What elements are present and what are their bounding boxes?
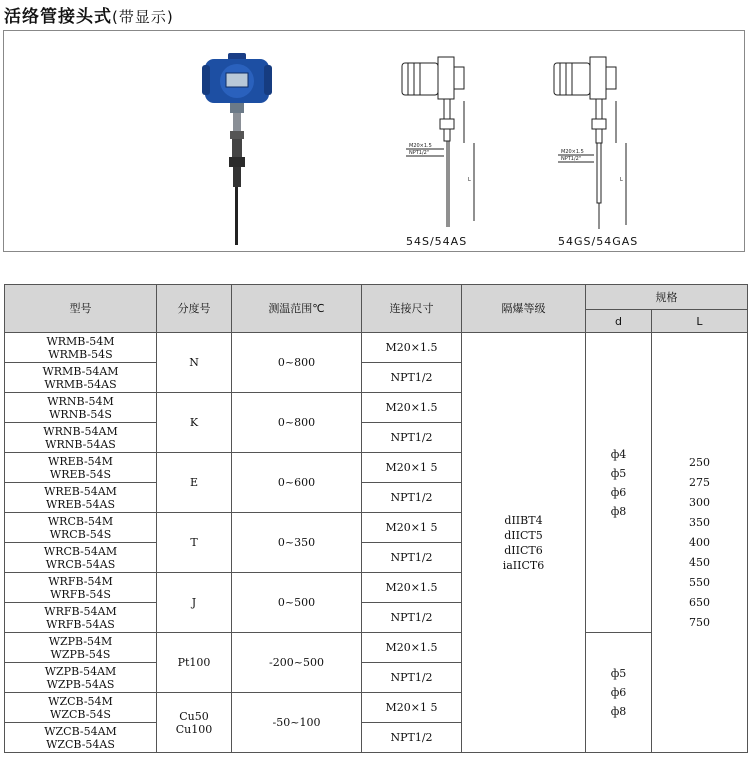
dim-npt-right: NPT1/2" <box>561 156 582 162</box>
model-cell <box>5 363 157 393</box>
model-code: WRNB-54AM <box>43 424 118 438</box>
dim-thread-right: M20×1.5 <box>561 149 584 155</box>
diameter-value: ф6 <box>610 485 627 499</box>
graduation-cell: K <box>157 393 232 453</box>
model-code: WRCB-54M <box>47 514 114 528</box>
model-code: WZCB-54S <box>50 707 111 721</box>
length-value: 650 <box>689 595 710 609</box>
length-value: 300 <box>689 495 710 509</box>
diameter-value: ф8 <box>610 504 627 518</box>
header-range: 测温范围℃ <box>232 285 362 333</box>
explosion-grade: dIIBT4 <box>504 513 543 527</box>
drawing-54s <box>402 57 474 227</box>
connection-cell: M20×1.5 <box>362 633 462 663</box>
model-code: WRMB-54AM <box>42 364 119 378</box>
length-value: 250 <box>689 455 710 469</box>
graduation-cell: T <box>157 513 232 573</box>
connection-cell: NPT1/2 <box>362 483 462 513</box>
page-title <box>4 2 174 27</box>
d-rtd-cell <box>586 633 652 753</box>
model-code: WRFB-54AM <box>44 604 117 618</box>
drawing-label-54gs: 54GS/54GAS <box>558 235 639 248</box>
dim-npt-left: NPT1/2" <box>409 150 430 156</box>
diameter-value: ф8 <box>610 705 627 718</box>
specification-table <box>4 284 748 753</box>
connection-cell: M20×1 5 <box>362 513 462 543</box>
length-value: 400 <box>689 535 710 549</box>
model-code: WREB-54M <box>48 454 113 468</box>
connection-cell: NPT1/2 <box>362 723 462 753</box>
model-code: WREB-54AM <box>44 484 117 498</box>
explosion-grade-cell <box>462 333 586 753</box>
header-d: d <box>586 310 652 333</box>
model-cell <box>5 573 157 603</box>
model-code: WRNB-54S <box>49 407 112 421</box>
length-value: 450 <box>689 555 710 569</box>
table-row <box>5 333 748 363</box>
diameter-value: ф5 <box>610 466 627 480</box>
header-connection: 连接尺寸 <box>362 285 462 333</box>
page-title-suffix: (带显示) <box>112 8 174 26</box>
model-code: WRCB-54AS <box>45 557 116 571</box>
model-cell <box>5 393 157 423</box>
model-cell <box>5 483 157 513</box>
dim-length-left: L <box>468 177 471 183</box>
model-cell <box>5 633 157 663</box>
range-cell: 0~800 <box>232 393 362 453</box>
model-cell <box>5 693 157 723</box>
connection-cell: M20×1 5 <box>362 453 462 483</box>
header-l: L <box>652 310 748 333</box>
drawing-54gs <box>554 57 626 229</box>
explosion-grade: dIICT5 <box>504 528 543 542</box>
model-code: WRNB-54M <box>47 394 114 408</box>
model-code: WZPB-54S <box>50 647 111 661</box>
model-code: WZCB-54M <box>48 694 113 708</box>
model-cell <box>5 603 157 633</box>
graduation-cell: J <box>157 573 232 633</box>
model-code: WRFB-54AS <box>46 617 115 631</box>
length-value: 350 <box>689 515 710 529</box>
model-code: WRMB-54S <box>48 347 113 361</box>
model-code: WRMB-54M <box>46 334 115 348</box>
model-code: WZCB-54AS <box>46 737 115 751</box>
connection-cell: NPT1/2 <box>362 543 462 573</box>
model-cell <box>5 423 157 453</box>
range-cell: -200~500 <box>232 633 362 693</box>
connection-cell: M20×1.5 <box>362 333 462 363</box>
model-code: WRFB-54S <box>50 587 111 601</box>
drawing-label-54s: 54S/54AS <box>406 235 468 248</box>
range-cell: 0~500 <box>232 573 362 633</box>
connection-cell: M20×1.5 <box>362 393 462 423</box>
product-photo <box>202 53 272 245</box>
diameter-value: ф6 <box>610 686 627 699</box>
length-value: 550 <box>689 575 710 589</box>
graduation-cell <box>157 693 232 753</box>
graduation-value: Cu50 <box>179 709 209 723</box>
connection-cell: NPT1/2 <box>362 603 462 633</box>
product-illustrations <box>4 31 744 251</box>
graduation-cell: Pt100 <box>157 633 232 693</box>
model-code: WRMB-54AS <box>44 377 117 391</box>
page-title-main: 活络管接头式 <box>4 7 112 27</box>
range-cell: 0~800 <box>232 333 362 393</box>
model-cell <box>5 723 157 753</box>
model-cell <box>5 663 157 693</box>
model-code: WRNB-54AS <box>45 437 116 451</box>
table-header <box>5 285 748 333</box>
connection-cell: NPT1/2 <box>362 423 462 453</box>
diameter-value: ф5 <box>610 667 627 680</box>
model-code: WZPB-54M <box>48 634 113 648</box>
model-code: WREB-54S <box>49 467 112 481</box>
range-cell: 0~350 <box>232 513 362 573</box>
connection-cell: NPT1/2 <box>362 663 462 693</box>
range-cell: 0~600 <box>232 453 362 513</box>
table-body <box>5 333 748 753</box>
model-code: WRFB-54M <box>48 574 113 588</box>
length-value: 275 <box>689 475 710 489</box>
table-row <box>5 633 748 663</box>
explosion-grade: iaIICT6 <box>502 558 545 572</box>
length-cell <box>652 333 748 753</box>
graduation-cell: N <box>157 333 232 393</box>
dim-length-right: L <box>620 177 623 183</box>
model-cell <box>5 513 157 543</box>
model-code: WREB-54AS <box>45 497 116 511</box>
model-code: WZCB-54AM <box>44 724 117 738</box>
header-spec: 规格 <box>586 285 748 310</box>
connection-cell: NPT1/2 <box>362 363 462 393</box>
model-cell <box>5 543 157 573</box>
product-figure-panel <box>3 30 745 252</box>
dim-thread-left: M20×1.5 <box>409 143 432 149</box>
model-code: WZPB-54AS <box>46 677 115 691</box>
header-graduation: 分度号 <box>157 285 232 333</box>
model-code: WRCB-54S <box>49 527 112 541</box>
connection-cell: M20×1 5 <box>362 693 462 723</box>
connection-cell: M20×1.5 <box>362 573 462 603</box>
diameter-value: ф4 <box>610 447 627 461</box>
model-cell <box>5 453 157 483</box>
model-code: WZPB-54AM <box>44 664 117 678</box>
graduation-value: Cu100 <box>175 722 213 736</box>
model-code: WRCB-54AM <box>43 544 118 558</box>
header-model: 型号 <box>5 285 157 333</box>
model-cell <box>5 333 157 363</box>
drawing-54gs-dimensions <box>561 149 623 183</box>
range-cell: -50~100 <box>232 693 362 753</box>
graduation-cell: E <box>157 453 232 513</box>
length-value: 750 <box>689 615 710 629</box>
header-explosion: 隔爆等级 <box>462 285 586 333</box>
d-thermocouple-cell <box>586 333 652 633</box>
explosion-grade: dIICT6 <box>504 543 543 557</box>
